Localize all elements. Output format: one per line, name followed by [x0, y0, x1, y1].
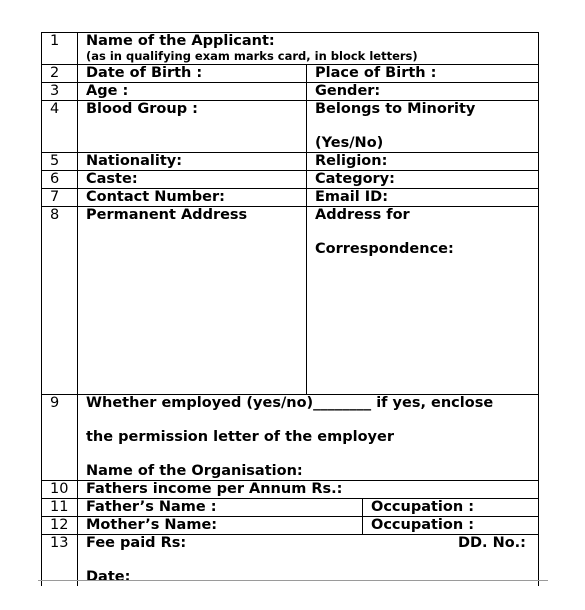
- row-number: 13: [42, 535, 78, 587]
- email-field[interactable]: Email ID:: [307, 189, 539, 207]
- form-row-1: [42, 33, 539, 65]
- father-income-field[interactable]: Fathers income per Annum Rs.:: [78, 481, 539, 499]
- row-number: 1: [42, 33, 78, 65]
- date-of-birth-field[interactable]: Date of Birth :: [78, 65, 307, 83]
- form-row-4: [42, 101, 539, 153]
- correspondence-address-field[interactable]: [307, 207, 539, 395]
- form-row-6: [42, 171, 539, 189]
- form-row-8: [42, 207, 539, 395]
- form-row-11: [42, 499, 539, 517]
- gender-field[interactable]: Gender:: [307, 83, 539, 101]
- minority-label: Belongs to Minority: [315, 101, 476, 117]
- form-row-3: [42, 83, 539, 101]
- form-row-13: [42, 535, 539, 587]
- fee-paid-label: Fee paid Rs:: [86, 535, 187, 551]
- form-row-5: [42, 153, 539, 171]
- contact-number-field[interactable]: Contact Number:: [78, 189, 307, 207]
- nationality-field[interactable]: Nationality:: [78, 153, 307, 171]
- religion-field[interactable]: Religion:: [307, 153, 539, 171]
- date-label: Date:: [86, 569, 131, 585]
- fee-paid-field[interactable]: [78, 535, 539, 587]
- correspondence-label-1: Address for: [315, 207, 410, 223]
- row-number: 9: [42, 395, 78, 481]
- mother-name-field[interactable]: Mother’s Name:: [78, 517, 363, 535]
- father-occupation-field[interactable]: Occupation :: [363, 499, 539, 517]
- row-number: 2: [42, 65, 78, 83]
- category-field[interactable]: Category:: [307, 171, 539, 189]
- applicant-name-label: Name of the Applicant:: [86, 33, 275, 49]
- applicant-name-note: (as in qualifying exam marks card, in block letters): [86, 49, 418, 63]
- organisation-name-label: Name of the Organisation:: [86, 463, 303, 479]
- row-number: 10: [42, 481, 78, 499]
- row-number: 3: [42, 83, 78, 101]
- row-number: 5: [42, 153, 78, 171]
- form-row-7: [42, 189, 539, 207]
- minority-field[interactable]: [307, 101, 539, 153]
- minority-options: (Yes/No): [315, 135, 384, 151]
- employment-permission: the permission letter of the employer: [86, 429, 394, 445]
- blood-group-field[interactable]: Blood Group :: [78, 101, 307, 153]
- employment-question: Whether employed (yes/no)________ if yes, enclose: [86, 395, 494, 411]
- form-row-2: [42, 65, 539, 83]
- form-row-10: [42, 481, 539, 499]
- applicant-name-field[interactable]: [78, 33, 539, 65]
- mother-occupation-field[interactable]: Occupation :: [363, 517, 539, 535]
- row-number: 11: [42, 499, 78, 517]
- father-name-field[interactable]: Father’s Name :: [78, 499, 363, 517]
- dd-number-label: DD. No.:: [457, 535, 526, 551]
- permanent-address-field[interactable]: Permanent Address: [78, 207, 307, 395]
- caste-field[interactable]: Caste:: [78, 171, 307, 189]
- row-number: 7: [42, 189, 78, 207]
- row-number: 6: [42, 171, 78, 189]
- form-row-12: [42, 517, 539, 535]
- row-number: 4: [42, 101, 78, 153]
- form-row-9: [42, 395, 539, 481]
- application-form-table: [41, 32, 539, 586]
- age-field[interactable]: Age :: [78, 83, 307, 101]
- employment-field[interactable]: [78, 395, 539, 481]
- row-number: 8: [42, 207, 78, 395]
- row-number: 12: [42, 517, 78, 535]
- page-bottom-rule: [38, 580, 548, 581]
- correspondence-label-2: Correspondence:: [315, 241, 454, 257]
- place-of-birth-field[interactable]: Place of Birth :: [307, 65, 539, 83]
